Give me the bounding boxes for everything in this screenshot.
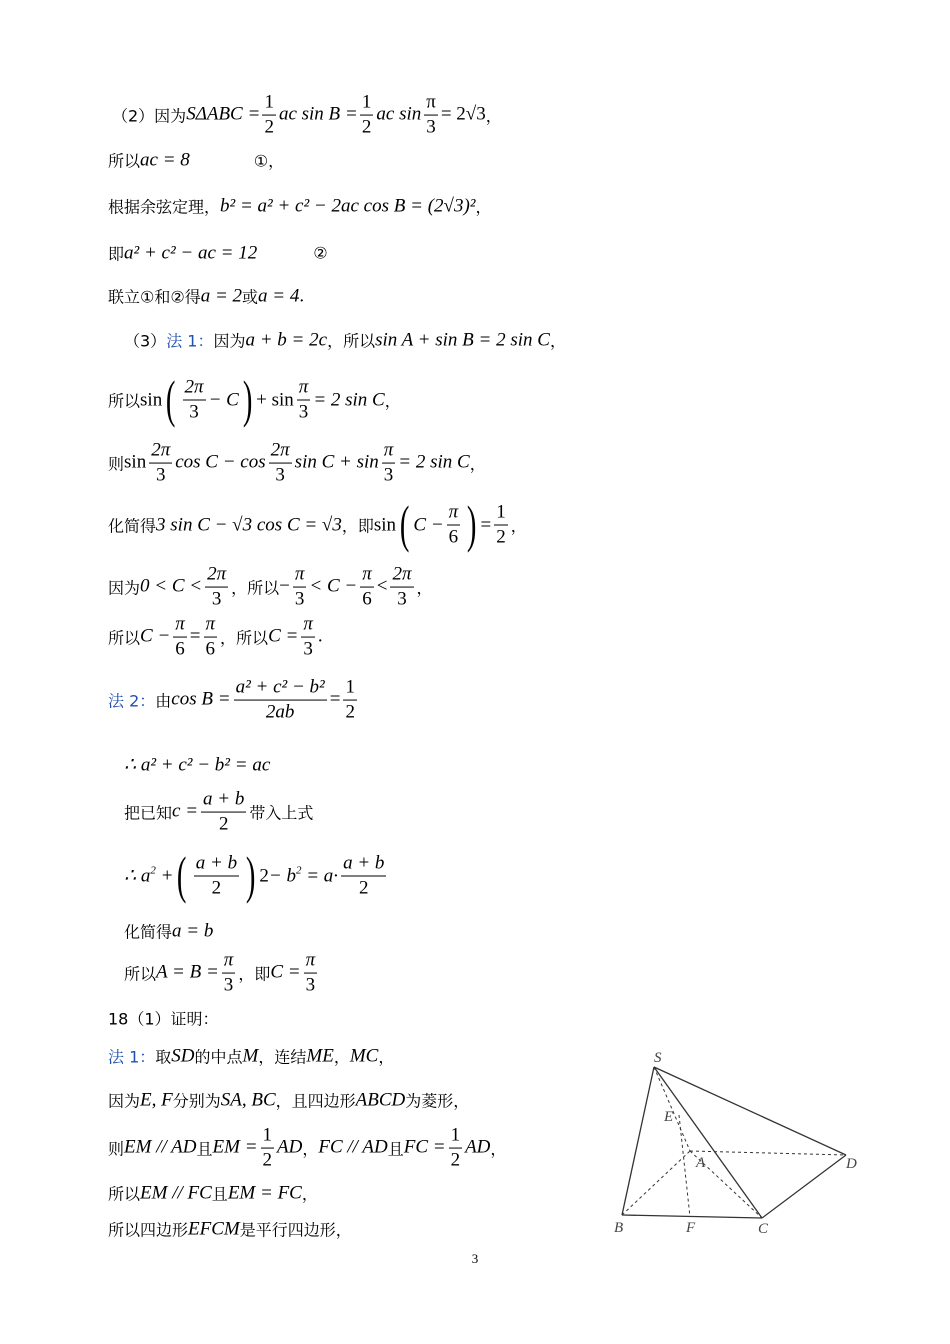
math-lt-C-minus: < C − [309, 576, 358, 597]
question-18-label: 18（1）证明： [108, 1009, 219, 1029]
fraction-pi-6: $\frac{\pi}{6}$ [362, 563, 372, 610]
math-FC-parallel-AD: FC // AD [318, 1137, 388, 1158]
math-eq: = [189, 626, 201, 647]
fraction-a-plus-b-2: $\frac{a + b}{2}$ [203, 788, 245, 835]
math-cosB-eq: cos B = [171, 689, 231, 710]
math-FC-eq: FC = [403, 1137, 446, 1158]
math-eq: = [480, 514, 492, 535]
method-1-label: 法 1： [166, 331, 214, 351]
text: 所以四边形 [108, 1220, 189, 1240]
math-MC: MC [349, 1045, 379, 1066]
math-ME: ME [306, 1045, 334, 1066]
text: 带入上式 [249, 803, 314, 823]
text: 为菱形， [405, 1091, 470, 1111]
math-EM-parallel-FC: EM // FC [140, 1182, 212, 1203]
fraction-pi-6: $\frac{\pi}{6}$ [448, 501, 459, 548]
math-plus-sin: + sin [256, 389, 294, 410]
edge-SD [654, 1067, 846, 1155]
paren-left: ( [399, 496, 410, 554]
fraction-2pi-3: $\frac{2\pi}{3}$ [270, 439, 290, 486]
text: 所以 [108, 1184, 141, 1204]
fraction-pi-3: $\frac{\pi}{3}$ [426, 91, 436, 138]
math-SD: SD [171, 1045, 195, 1066]
math-sin: sin [373, 514, 397, 535]
fraction-2pi-3: $\frac{2\pi}{3}$ [207, 563, 227, 610]
text-prefix: 所以 [124, 964, 157, 984]
fraction-cosine: $\frac{\text{a² + c² − b²}}{2ab}$ [235, 676, 325, 723]
paren-right: ) [245, 847, 256, 905]
math-EM-parallel-AD: EM // AD [124, 1137, 197, 1158]
math-EM-eq-FC: EM = FC [227, 1182, 302, 1203]
math-a-4: a = 4 [258, 285, 300, 306]
punct: ， [549, 331, 566, 351]
math-C-minus: C − [413, 514, 444, 535]
math-range: 0 < C < [140, 576, 203, 597]
punct: ， [384, 391, 401, 411]
fraction-pi-3: $\frac{\pi}{3}$ [223, 949, 234, 996]
text: ，所以 [220, 628, 269, 648]
text: 且 [196, 1139, 213, 1159]
edge-SB [622, 1067, 654, 1215]
punct: ， [469, 454, 486, 474]
math-therefore-a2: ∴ $a^2$ + [124, 864, 174, 887]
fraction-pi-6: $\frac{\pi}{6}$ [175, 613, 185, 660]
math-2sinC: = 2 sin C [313, 389, 385, 410]
pyramid-figure [600, 1045, 880, 1245]
math-a-b-2c: a + b = 2c [245, 329, 328, 350]
text-prefix: 所以 [108, 391, 141, 411]
edge-AD-dashed [690, 1151, 846, 1155]
math-M: M [242, 1045, 259, 1066]
punct: ， [475, 197, 492, 217]
text: ，即 [341, 516, 374, 536]
part3-label: （3） [124, 331, 167, 351]
text-prefix: 联立①和②得 [108, 287, 201, 307]
text-or: 或 [242, 287, 259, 307]
math-ac-sinB: ac sin B [278, 104, 341, 125]
text-prefix: 把已知 [124, 803, 173, 823]
label-D: D [846, 1156, 857, 1172]
math-eq: = [346, 104, 357, 125]
math-AD: AD [277, 1137, 303, 1158]
paren-right: ) [467, 496, 477, 554]
math-A-eq-B: A = B = [156, 962, 219, 983]
fraction-a-plus-b-2: $\frac{a + b}{2}$ [195, 852, 238, 899]
punct: ， [490, 1139, 507, 1159]
edge-BC [622, 1215, 762, 1218]
punct: ， [416, 578, 433, 598]
math-c-eq: c = [172, 801, 199, 822]
math-ac-sin: ac sin [376, 104, 422, 125]
math-SA-BC: SA, BC [220, 1089, 276, 1110]
math-eq-2sqrt3: = 2√3 [440, 104, 486, 125]
document-page: （2）因为 S ΔABC = $\frac{1}{2}$ ac sin B = $\frac{1}{2}$ ac sin $\frac{\pi}{3}$ = 2√3 ， 所以 ac = 8 ①， 根据余弦定理， b² = a² + c² − 2ac cos B = (2√3)² ， 即 a² + c² − ac = 12 ② 联立①和②得 a = 2 或 a = 4 . （3） 法 1： 因为 a + b = 2c ，所以 sin A + sin B = 2 sin C ， 所以 sin ( $\frac{2\pi}{3}$ − C ) + sin $\frac{\pi}{3}$ = 2 sin C ， 则 sin $\frac{2\pi}{3}$ cos C − cos $\frac{2\pi}{3}$ sin C + sin $\frac{\pi}{3}$ = 2 sin C ， 化简得 3 sin C − √3 cos C = √3 ，即 sin ( C − $\frac{\pi}{6}$ ) = $\frac{1}{2}$ ， 因为 0 < C < $\frac{2\pi}{3}$ ，所以 − $\frac{\pi}{3}$ < C − $\frac{\pi}{6}$ < $\frac{2\pi}{3}$ ， 所以 C − $\frac{\pi}{6}$ = $\frac{\pi}{6}$ ，所以 C = $\frac{\pi}{3}$ . 法 2： 由 cos B = $\frac{\text{a² + c² − b²}}{2ab}$ = $\frac{1}{2}$ ∴ a² + c² − b² = ac 把已知 c = $\frac{a + b}{2}$ 带入上式 ∴ $a^2$ + ( $\frac{a + b}{2}$ ) 2 − $b^2 = a\cdot$ $\frac{a + b}{2}$ 化简得 a = b 所以 A = B = $\frac{\pi}{3}$ ，即 C = $\frac{\pi}{3}$ 18（1）证明： 法 1： 取 SD 的中点 M ，连结 ME ， MC ， 因为 E, F 分别为 SA, BC ，且四边形 ABCD 为菱形， 则 EM // AD 且 EM = $\frac{1}{2}$ AD ， FC // AD 且 FC = $\frac{1}{2}$ AD ， 所以 EM // FC 且 EM = FC ， 所以四边形 EFCM 是平行四边形， S E A D B F C 3 [0, 0, 950, 1344]
math-cosC-minus-cos: cos C − cos [175, 452, 266, 473]
text: 因为 [213, 331, 246, 351]
punct: ， [485, 106, 502, 126]
math-EFCM: EFCM [188, 1218, 240, 1239]
math-minus-C: − C [208, 389, 239, 410]
punct: ， [333, 1047, 350, 1067]
equation-mark-2: ② [313, 243, 328, 263]
math-a-2: a = 2 [200, 285, 243, 306]
label-A: A [696, 1155, 706, 1171]
math-E-F: E, F [140, 1089, 173, 1110]
math-simplify: 3 sin C − √3 cos C = √3 [156, 514, 342, 535]
math-S: S [186, 104, 196, 125]
text: ，且四边形 [275, 1091, 356, 1111]
label-B: B [614, 1220, 624, 1236]
text: ，即 [238, 964, 271, 984]
math-C-eq: C = [268, 626, 299, 647]
edge-BA-dashed [622, 1151, 690, 1215]
text-prefix: 化简得 [124, 922, 173, 942]
text: 的中点 [194, 1047, 243, 1067]
text: 由 [155, 691, 172, 711]
punct: ， [510, 516, 527, 536]
fraction-pi-3: $\frac{\pi}{3}$ [294, 563, 305, 610]
fraction-half: $\frac{1}{2}$ [496, 501, 506, 548]
edge-SC [654, 1067, 762, 1218]
fraction-half: $\frac{1}{2}$ [264, 91, 274, 138]
text-prefix: 则 [108, 454, 125, 474]
text: ，连结 [258, 1047, 307, 1067]
punct: . [317, 626, 323, 647]
text: 且 [387, 1139, 404, 1159]
part2-label: （2）因为 [112, 106, 187, 126]
text: ，所以 [327, 331, 376, 351]
text: 则 [108, 1139, 125, 1159]
fraction-pi-3: $\frac{\pi}{3}$ [383, 439, 394, 486]
punct: ， [378, 1047, 395, 1067]
punct: ， [302, 1139, 319, 1159]
text: ，所以 [231, 578, 280, 598]
text: 是平行四边形， [239, 1220, 352, 1240]
math-minus-b2: − $b^2 = a\cdot$ [268, 863, 339, 886]
math-ac-8: ac = 8 [140, 149, 190, 170]
math-eq-12: a² + c² − ac = 12 [124, 242, 258, 263]
text: 因为 [108, 1091, 141, 1111]
method-2-label: 法 2： [108, 691, 156, 711]
fraction-pi-6: $\frac{\pi}{6}$ [205, 613, 216, 660]
math-sinC-plus-sin: sin C + sin [294, 452, 379, 473]
equation-mark-1: ①， [253, 151, 285, 171]
page-number: 3 [471, 1251, 479, 1266]
punct: ， [301, 1184, 318, 1204]
paren-right: ) [242, 371, 253, 429]
fraction-2pi-3: $\frac{2\pi}{3}$ [184, 376, 204, 423]
math-ABCD: ABCD [355, 1089, 406, 1110]
math-a-eq-b: a = b [172, 920, 214, 941]
math-minus: − [279, 576, 290, 597]
fraction-half: $\frac{1}{2}$ [450, 1124, 461, 1171]
text-prefix: 因为 [108, 578, 141, 598]
text-prefix: 化简得 [108, 516, 157, 536]
fraction-pi-3: $\frac{\pi}{3}$ [305, 949, 316, 996]
fraction-2pi-3: $\frac{2\pi}{3}$ [151, 439, 171, 486]
text: 分别为 [172, 1091, 221, 1111]
label-E: E [664, 1109, 674, 1125]
math-sin: sin [124, 452, 147, 473]
math-C-minus: C − [140, 626, 171, 647]
paren-left: ( [166, 371, 176, 429]
fraction-pi-3: $\frac{\pi}{3}$ [298, 376, 309, 423]
punct: . [299, 285, 305, 306]
text: 且 [211, 1184, 228, 1204]
fraction-2pi-3: $\frac{2\pi}{3}$ [392, 563, 412, 610]
text-prefix: 即 [108, 244, 125, 264]
math-eq: = [248, 104, 260, 125]
math-EM-eq: EM = [212, 1137, 258, 1158]
math-lt: < [376, 576, 388, 597]
label-F: F [686, 1220, 696, 1236]
text: 取 [155, 1047, 172, 1067]
text-prefix: 所以 [108, 151, 141, 171]
math-sin: sin [140, 389, 163, 410]
fraction-pi-3: $\frac{\pi}{3}$ [303, 613, 313, 660]
fraction-half: $\frac{1}{2}$ [361, 91, 372, 138]
label-C: C [758, 1221, 769, 1237]
fraction-a-plus-b-2: $\frac{a + b}{2}$ [343, 852, 385, 899]
fraction-half: $\frac{1}{2}$ [345, 676, 355, 723]
method-1-label: 法 1： [108, 1047, 156, 1067]
text-prefix: 根据余弦定理， [108, 197, 221, 217]
math-sinA-sinB: sin A + sin B = 2 sin C [375, 329, 550, 350]
math-AD: AD [465, 1137, 491, 1158]
math-C-eq: C = [270, 962, 301, 983]
paren-left: ( [177, 847, 187, 905]
edge-CD [762, 1155, 846, 1218]
math-cosine-law: b² = a² + c² − 2ac cos B = (2√3)² [220, 195, 476, 216]
label-S: S [654, 1050, 662, 1066]
math-therefore: ∴ a² + c² − b² = ac [124, 754, 271, 776]
fraction-half: $\frac{1}{2}$ [262, 1124, 273, 1171]
math-eq: = [329, 689, 341, 710]
math-2sinC: = 2 sin C [398, 452, 470, 473]
text-prefix: 所以 [108, 628, 141, 648]
